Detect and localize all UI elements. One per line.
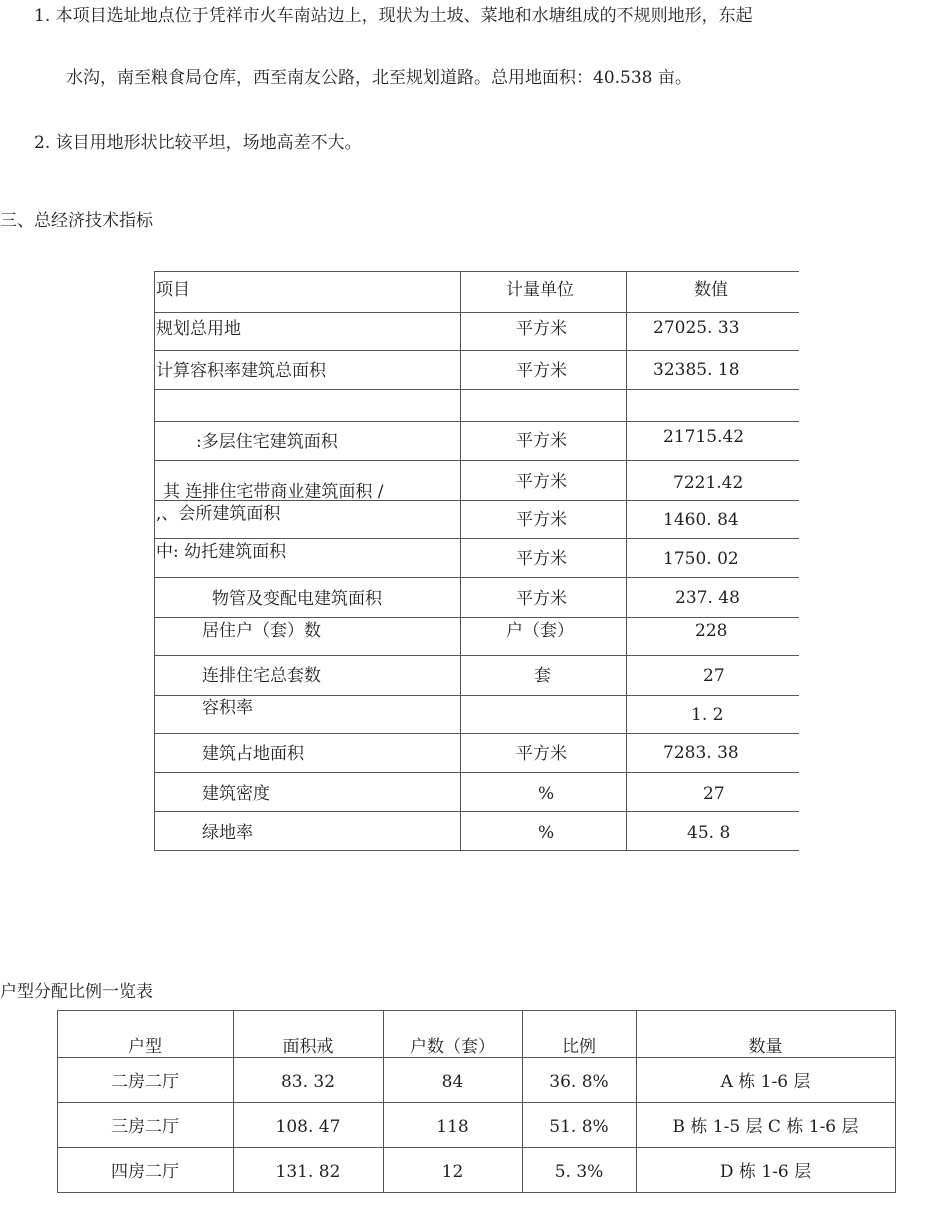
table1-row-item: ,、会所建筑面积 <box>156 504 281 524</box>
table2-row-households: 12 <box>441 1162 464 1182</box>
table1-row-item: 容积率 <box>202 698 253 718</box>
table2-row-ratio: 51. 8% <box>549 1117 609 1137</box>
table1-row-unit: 平方米 <box>516 361 567 381</box>
table1-row-unit: 平方米 <box>516 319 567 339</box>
table1-row-unit: 平方米 <box>516 744 567 764</box>
table1-row-unit: 户（套） <box>506 621 574 641</box>
table2-header-area: 面积戒 <box>282 1037 334 1057</box>
table1-header-item: 项目 <box>156 280 190 300</box>
table2-row-ratio: 5. 3% <box>554 1162 604 1182</box>
table2-row-type: 二房二厅 <box>111 1072 179 1092</box>
table1-row-unit: 平方米 <box>516 431 567 451</box>
table1-row-value: 1460. 84 <box>663 510 739 530</box>
table2-row-area: 131. 82 <box>275 1162 341 1182</box>
unit-type-table <box>57 1010 896 1193</box>
table1-row-unit: 平方米 <box>516 472 567 492</box>
table2-row-area: 83. 32 <box>280 1072 336 1092</box>
table1-row-value: 7283. 38 <box>663 743 739 763</box>
paragraph-2: 2. 该目用地形状比较平坦，场地高差不大。 <box>34 133 362 153</box>
paragraph-1-line-2: 水沟，南至粮食局仓库，西至南友公路，北至规划道路。总用地面积：40.538 亩。 <box>66 68 692 88</box>
section-title: 三、总经济技术指标 <box>0 211 153 231</box>
table1-row-unit: 平方米 <box>516 510 567 530</box>
table1-row-item: 规划总用地 <box>156 319 241 339</box>
table2-row-households: 118 <box>436 1117 469 1137</box>
table1-row-unit: 平方米 <box>516 549 567 569</box>
table1-row-value: 1750. 02 <box>663 549 739 569</box>
table1-row-item: :多层住宅建筑面积 <box>196 432 338 452</box>
table1-row-unit: % <box>538 823 555 843</box>
table2-row-quantity: B 栋 1-5 层 C 栋 1-6 层 <box>672 1117 859 1137</box>
table1-row-item: 连排住宅总套数 <box>202 666 321 686</box>
table1-header-value: 数值 <box>694 280 728 300</box>
table2-row-ratio: 36. 8% <box>549 1072 609 1092</box>
table1-row-item: 绿地率 <box>202 823 253 843</box>
table2-row-households: 84 <box>441 1072 464 1092</box>
table1-header-unit: 计量单位 <box>506 280 574 300</box>
table1-row-item: 中: 幼托建筑面积 <box>156 542 287 562</box>
table1-row-value: 237. 48 <box>675 588 740 608</box>
table1-row-value: 228 <box>695 621 728 641</box>
table2-header-quantity: 数量 <box>748 1037 783 1057</box>
table1-row-unit: 套 <box>534 666 551 686</box>
table1-row-value: 45. 8 <box>687 823 731 843</box>
table2-header-households: 户数（套） <box>410 1037 495 1057</box>
table1-row-unit: 平方米 <box>516 589 567 609</box>
table2-header-type: 户型 <box>128 1037 162 1057</box>
table2-row-quantity: D 栋 1-6 层 <box>719 1162 812 1182</box>
table1-row-item: 计算容积率建筑总面积 <box>156 361 326 381</box>
table1-row-item: 物管及变配电建筑面积 <box>212 589 382 609</box>
table1-row-item: 建筑占地面积 <box>202 744 304 764</box>
table1-row-value: 1. 2 <box>691 705 724 725</box>
table1-row-item: 其 连排住宅带商业建筑面积 / <box>163 482 384 502</box>
table1-row-value: 27 <box>703 666 725 686</box>
table1-row-value: 21715.42 <box>663 427 745 447</box>
table2-row-type: 四房二厅 <box>111 1162 179 1182</box>
table1-row-value: 7221.42 <box>673 473 744 493</box>
table2-row-area: 108. 47 <box>275 1117 341 1137</box>
table2-header-ratio: 比例 <box>562 1037 596 1057</box>
table2-title: 户型分配比例一览表 <box>0 982 153 1002</box>
table1-row-value: 27 <box>703 784 725 804</box>
table2-row-type: 三房二厅 <box>111 1117 179 1137</box>
table1-row-unit: % <box>538 784 555 804</box>
table2-row-quantity: A 栋 1-6 层 <box>720 1072 811 1092</box>
table1-row-item: 居住户（套）数 <box>202 621 321 641</box>
table1-row-value: 27025. 33 <box>653 318 740 338</box>
table1-row-value: 32385. 18 <box>653 360 740 380</box>
table1-row-item: 建筑密度 <box>202 784 270 804</box>
paragraph-1-line-1: 1. 本项目选址地点位于凭祥市火车南站边上，现状为土坡、菜地和水塘组成的不规则地形，东起 <box>34 6 753 26</box>
economic-indicators-table <box>154 271 799 851</box>
